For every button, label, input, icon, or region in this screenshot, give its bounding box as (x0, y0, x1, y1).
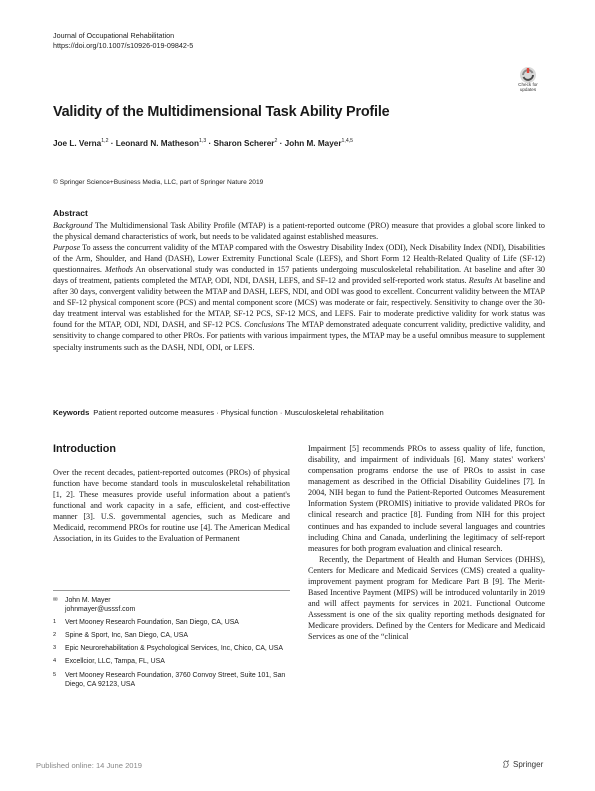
article-title: Validity of the Multidimensional Task Ability Profile (53, 104, 390, 120)
affiliation-text: Vert Mooney Research Foundation, 3760 Convoy Street, Suite 101, San Diego, CA 92123, USA (65, 671, 286, 688)
corresponding-name: John M. Mayer (65, 597, 111, 604)
corresponding-author (53, 596, 290, 614)
abstract-methods: An observational study was conducted in 157 patients undergoing musculoskeletal rehabilitation. At baseline and after 30 days of treatment, patients completed the MTAP, ODI, NDI, DASH, LEFS, and SF-12 and provided self-reported work status. (53, 265, 545, 286)
author-list: Joe L. Verna$^{1,2}$ · Leonard N. Matheson$^{1,3}$ · Sharon Scherer$^2$ · John M. Mayer$^{1,4,5}$ (53, 138, 354, 148)
affiliation-item (53, 631, 290, 640)
abstract-label: Conclusions (244, 320, 285, 330)
abstract-label: Background (53, 221, 93, 230)
affiliation-number: 3 (53, 645, 57, 652)
footnote-divider (53, 590, 290, 591)
author-affiliation: 1,4,5 (341, 138, 354, 144)
affiliation-number: 5 (53, 671, 57, 678)
abstract-body (53, 220, 545, 353)
keywords-text: Patient reported outcome measures · Physical function · Musculoskeletal rehabilitation (93, 408, 384, 417)
publisher-name: Springer (513, 760, 544, 769)
affiliation-text: Spine & Sport, Inc, San Diego, CA, USA (65, 632, 188, 640)
author-name[interactable]: Sharon Scherer (213, 139, 275, 148)
check-for-updates-label (510, 82, 546, 93)
abstract-label: Methods (104, 265, 133, 275)
springer-horse-icon (502, 760, 510, 768)
envelope-icon: ✉ (53, 597, 58, 603)
badge-line-1: Check for (518, 82, 538, 87)
affiliation-number: 4 (53, 658, 57, 665)
corresponding-email[interactable]: johnmayer@usssf.com (65, 606, 136, 614)
affiliation-item (53, 644, 290, 653)
abstract-conclusions: The MTAP demonstrated adequate concurrent validity, predictive validity, and sensitivity to change compared to other PROs. For patients with various impairment types, the MTAP may be a useful omnibus measure to supplement specialty instruments such as the DASH, NDI, ODI, or LEFS. (53, 320, 546, 352)
journal-header (53, 31, 193, 51)
intro-paragraph: Recently, the Department of Health and Human Services (DHHS), Centers for Medicare and Medicaid Services (CMS) created a quality-improvement payment program for Medicare Part B [9]. The Merit-Based Incentive Payment (MIPS) will be introduced voluntarily in 2019 and will affect payments for services in 2021. Functional Outcome Assessment is one of the six quality reporting methods designated for Medicare providers. Defined by the Centers for Medicare and Medicaid Services as one of the “clinical (308, 554, 545, 642)
affiliation-item (53, 671, 290, 689)
author-name[interactable]: John M. Mayer (284, 139, 342, 148)
affiliation-text: Vert Mooney Research Foundation, San Diego, CA, USA (65, 619, 239, 627)
author-affiliation: 1,2 (101, 138, 109, 144)
abstract-results: At baseline and after 30 days, convergent validity between the MTAP and DASH, LEFS, NDI, and ODI was good to excellent. Concurrent validity between the MTAP and SF-12 physical component score (PCS) and mental component score (MCS) was moderate or fair, respectively. Sensitivity to change over the 30-day treatment interval was established for the MTAP, SF-12 PCS, SF-12 MCS, and LEFS. Fair to moderate predictive validity for work status was found for the MTAP, ODI, NDI, DASH, and SF-12 PCS. (53, 276, 546, 330)
copyright-line: © Springer Science+Business Media, LLC, part of Springer Nature 2019 (53, 179, 264, 186)
journal-name: Journal of Occupational Rehabilitation (53, 31, 175, 40)
intro-paragraph: Impairment [5] recommends PROs to assess quality of life, function, disability, and impairment of individuals [6]. Many states' workers' compensation programs endorse the use of PROs to assist in case management as described in the Official Disability Guidelines [7]. In 2004, NIH began to fund the Patient-Reported Outcomes Measurement Information System (PROMIS) initiative to provide validated PROs for clinical research and practice [8]. Funding from NIH for this project continues and has expanded to include several languages and countries including China and Canada, underlining the legitimacy of self-report measures for both program evaluation and clinical research. (308, 444, 545, 553)
abstract-heading: Abstract (53, 208, 88, 218)
affiliation-item (53, 618, 290, 627)
author-name[interactable]: Leonard N. Matheson (115, 139, 199, 148)
footnotes (53, 596, 290, 689)
author-affiliation: 1,3 (199, 138, 207, 144)
publisher-logo (502, 760, 543, 769)
abstract-label: Results (468, 276, 493, 286)
introduction-heading: Introduction (53, 443, 116, 455)
affiliation-number: 2 (53, 632, 57, 639)
abstract-label: Purpose (53, 243, 81, 253)
abstract-purpose: To assess the concurrent validity of the MTAP compared with the Oswestry Disability Index (ODI), Neck Disability Index (NDI), Disabilities of the Arm, Shoulder, and Hand (DASH), Lower Extremity Functional Scale (LEFS), and Short Form 12 Health-Related Quality of Life (SF-12) questionnaires. (53, 243, 545, 275)
intro-column-right (308, 443, 545, 642)
intro-column-left (53, 467, 290, 545)
published-online-date: Published online: 14 June 2019 (36, 761, 142, 770)
badge-line-2: updates (519, 87, 537, 93)
abstract-background: The Multidimensional Task Ability Profile (MTAP) is a patient-reported outcome (PRO) measure that provides a global score linked to the physical demand characteristics of work, but needs to be validated against established measures. (53, 221, 545, 242)
affiliation-text: Excellcior, LLC, Tampa, FL, USA (65, 658, 165, 666)
author-name[interactable]: Joe L. Verna (53, 139, 102, 148)
intro-paragraph: Over the recent decades, patient-reported outcomes (PROs) of physical function have become standard tools in musculoskeletal rehabilitation [1, 2]. These measures provide useful information about a patient's functional and work capacity in a safe, efficient, and cost-effective manner [3]. U.S. governmental agencies, such as Medicare and Medicaid, recommend PROs for routine use [4]. The American Medical Association, in its Guides to the Evaluation of Permanent (53, 468, 290, 544)
keywords-label: Keywords (53, 408, 90, 417)
affiliation-item (53, 657, 290, 666)
journal-doi-link[interactable]: https://doi.org/10.1007/s10926-019-09842-5 (53, 41, 194, 50)
keywords-line (53, 408, 545, 417)
affiliation-text: Epic Neurorehabilitation & Psychological Services, Inc, Chico, CA, USA (65, 645, 283, 653)
affiliation-number: 1 (53, 619, 57, 626)
check-for-updates-icon (513, 65, 543, 83)
author-affiliation: 2 (274, 138, 278, 144)
